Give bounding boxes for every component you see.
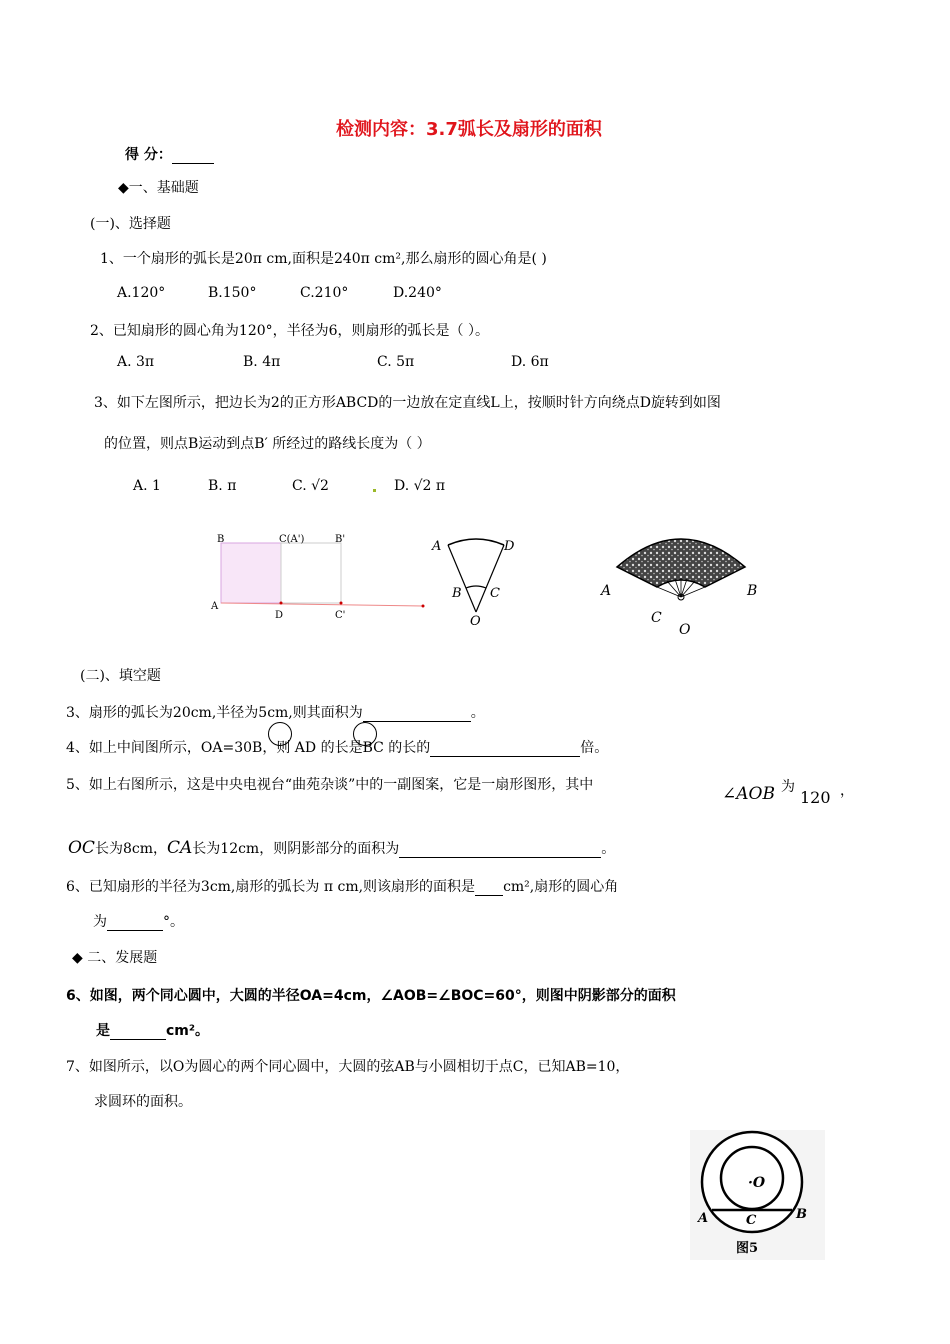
label-b-prime: B' [335,534,346,545]
figure-fan [595,515,770,640]
q1-option-c: C.210° [300,285,349,301]
section-develop-heading: ◆ 二、发展题 [72,950,158,966]
fill-question-6-text: 6、已知扇形的半径为3cm,扇形的弧长为 π cm,则该扇形的面积是 [66,879,476,895]
radius-oa [448,545,476,612]
arc-bc [466,586,486,588]
label-b: B [217,534,225,545]
rotated-square [281,543,341,603]
label-c: C [651,610,662,626]
label-c: C [746,1213,757,1228]
label-c-a: C(A') [279,534,305,545]
fill-question-6-line-2 [93,911,184,931]
q3-option-a: A. 1 [133,478,161,494]
label-a: A [601,583,612,599]
page-title: 检测内容：3.7弧长及扇形的面积 [336,119,602,140]
figure-rotating-square [205,528,435,623]
ca-length-text: 长为12cm，则阴影部分的面积为 [192,841,400,857]
fill-question-4-text: 4、如上中间图所示，OA=30B，则 AD 的长是BC 的长的 [66,740,431,756]
develop-question-7-line-1: 7、如图所示，以O为圆心的两个同心圆中，大圆的弦AB与小圆相切于点C，已知AB=10， [66,1059,630,1075]
fill-question-6-line-1 [66,876,618,896]
shi-prefix: 是 [96,1023,110,1039]
oc-length-text: 长为8cm， [94,841,167,857]
question-3-line-1: 3、如下左图所示，把边长为2的正方形ABCD的一边放在定直线L上，按顺时针方向绕点D旋转到如图 [94,395,721,411]
fill-question-4-suffix: 倍。 [580,740,609,756]
label-b: B [747,583,758,599]
q1-option-b: B.150° [208,285,257,301]
label-d: D [275,610,284,621]
develop-question-7-line-2: 求圆环的面积。 [94,1094,192,1110]
unit-suffix: cm²。 [166,1023,210,1039]
wei-prefix: 为 [93,914,107,930]
arc-mark-bc [353,722,377,746]
q3-option-d: D. √2 π [394,478,446,494]
q3-option-c: C. √2 [292,478,329,494]
answer-blank [399,843,601,858]
answer-blank [107,916,163,931]
answer-blank [475,881,503,896]
label-a: A [211,601,219,612]
comma: ， [840,783,854,799]
arc-mark-ad [268,722,292,746]
square-abcd [221,543,281,603]
label-o: O [679,622,691,638]
angle-value: 120 [800,788,831,807]
label-a: A [432,539,442,554]
fill-question-5-line-1: 5、如上右图所示，这是中央电视台“曲苑杂谈”中的一副图案，它是一扇形图形，其中 [66,777,594,793]
q3-option-b: B. π [208,478,237,494]
label-b: B [796,1207,807,1222]
label-d: D [504,539,515,554]
q2-option-b: B. 4π [243,354,281,370]
subsection-fill-heading: (二)、填空题 [80,668,161,684]
q2-option-d: D. 6π [511,354,549,370]
label-a: A [698,1211,709,1226]
angle-aob: ∠AOB [722,784,775,804]
question-3-line-2: 的位置，则点B运动到点B′ 所经过的路线长度为（ ） [104,436,431,452]
segment-ca: CA [166,838,193,858]
q1-option-a: A.120° [117,285,166,301]
develop-question-6-line-1: 6、如图，两个同心圆中，大圆的半径OA=4cm，∠AOB=∠BOC=60°，则图中阴影部分的面积 [66,988,676,1004]
fill-question-4 [66,737,608,757]
point-c-prime [340,602,343,605]
label-o: ·O [748,1175,766,1191]
answer-blank [110,1025,166,1040]
degree-suffix: °。 [163,914,184,930]
answer-blank [430,742,580,757]
fill-question-6-mid: cm²,扇形的圆心角 [503,879,619,895]
figure-sector-annulus [428,530,518,630]
radius-od [476,545,504,612]
fill-question-3-text: 3、扇形的弧长为20cm,半径为5cm,则其面积为 [66,705,363,721]
stray-dot [373,489,376,492]
section-basic-heading: ◆一、基础题 [118,180,199,196]
score-blank [172,149,214,164]
score-label-text: 得 分： [125,147,172,163]
label-b: B [452,586,462,601]
fill-question-5-line-2: OC长为8cm，CA长为12cm，则阴影部分的面积为 。 [68,838,616,858]
answer-blank [363,707,471,722]
point-d [280,602,283,605]
line-end-point [422,605,425,608]
score-label [125,144,214,164]
wei-label: 为 [781,779,795,795]
question-2-text: 2、已知扇形的圆心角为120°，半径为6，则扇形的弧长是（ ）。 [90,323,489,339]
segment-oc: OC [68,838,95,858]
fill-question-3: 3、扇形的弧长为20cm,半径为5cm,则其面积为 。 [66,705,485,721]
label-c-prime: C' [335,610,346,621]
q1-option-d: D.240° [393,285,442,301]
arc-ad [448,539,504,545]
q2-option-c: C. 5π [377,354,415,370]
figure-5-caption: 图5 [736,1241,759,1256]
q2-option-a: A. 3π [117,354,155,370]
question-1-text: 1、一个扇形的弧长是20π cm,面积是240π cm²,那么扇形的圆心角是( ) [100,251,547,267]
label-c: C [490,586,500,601]
develop-question-6-line-2 [96,1020,209,1040]
subsection-choice-heading: (一)、选择题 [90,216,171,232]
label-o: O [470,614,481,629]
figure-5-concentric-circles [690,1130,825,1260]
